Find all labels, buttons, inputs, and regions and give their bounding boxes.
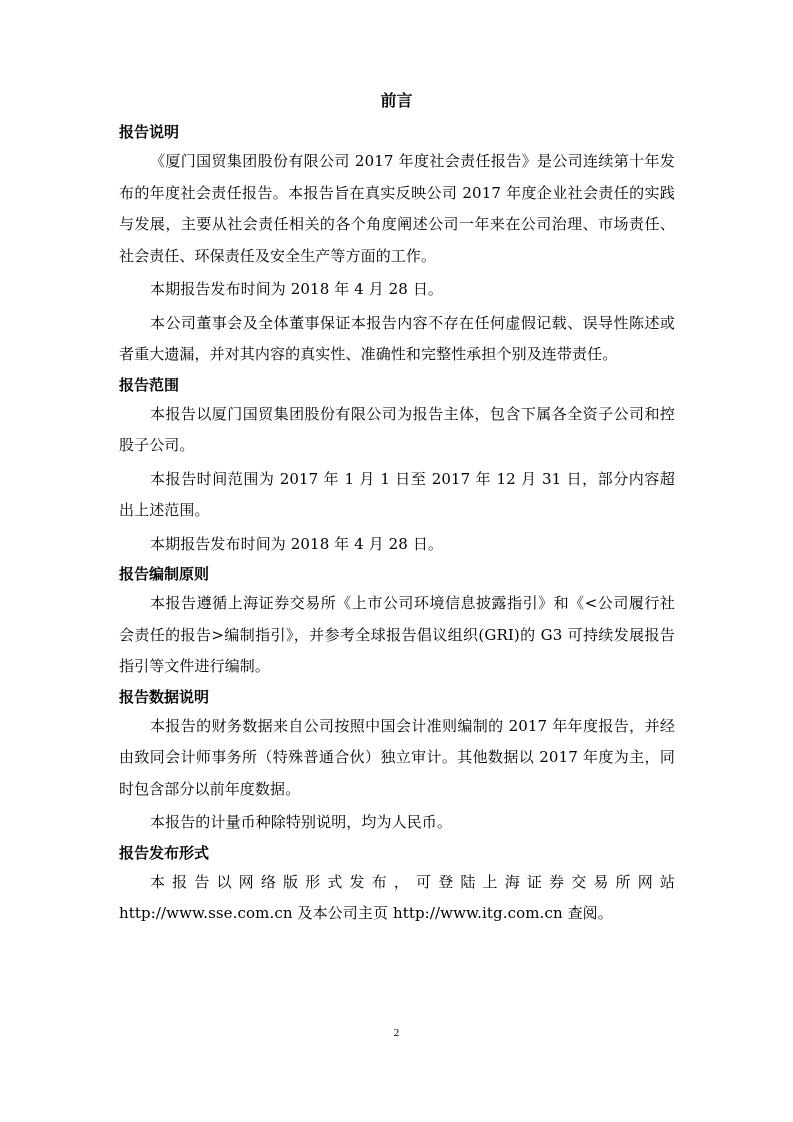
document-body: [119, 120, 675, 930]
paragraph: 《厦门国贸集团股份有限公司 2017 年度社会责任报告》是公司连续第十年发布的年度社会责任报告。本报告旨在真实反映公司 2017 年度企业社会责任的实践与发展，主要从社会责任相关的各个角度阐述公司一年来在公司治理、市场责任、社会责任、环保责任及安全生产等方面的工作。: [119, 152, 675, 265]
paragraph: 本报告时间范围为 2017 年 1 月 1 日至 2017 年 12 月 31 日，部分内容超出上述范围。: [119, 469, 675, 519]
section-report-description: [119, 120, 675, 371]
paragraph: 本报告以厦门国贸集团股份有限公司为报告主体，包含下属各全资子公司和控股子公司。: [119, 404, 675, 454]
paragraph: 本期报告发布时间为 2018 年 4 月 28 日。: [150, 280, 444, 298]
section-heading: 报告编制原则: [119, 565, 210, 583]
section-heading: 报告发布形式: [119, 843, 210, 862]
paragraph: 本报告以网络版形式发布，可登陆上海证券交易所网站 http://www.sse.com.cn 及本公司主页 http://www.itg.com.cn 查阅。: [119, 872, 675, 922]
section-heading: 报告范围: [119, 375, 180, 394]
paragraph: 本报告的计量币种除特别说明，均为人民币。: [150, 813, 453, 831]
section-report-scope: [119, 373, 675, 561]
paragraph: 本报告遵循上海证券交易所《上市公司环境信息披露指引》和《<公司履行社会责任的报告>编制指引》，并参考全球报告倡议组织(GRI)的 G3 可持续发展报告指引等文件进行编制。: [119, 594, 675, 675]
section-heading: 报告说明: [119, 123, 180, 141]
page-number: 2: [393, 1027, 400, 1039]
paragraph: 本公司董事会及全体董事保证本报告内容不存在任何虚假记载、误导性陈述或者重大遗漏，并对其内容的真实性、准确性和完整性承担个别及连带责任。: [119, 313, 675, 363]
section-data-description: [119, 685, 675, 839]
section-heading: 报告数据说明: [119, 687, 210, 706]
section-publication-format: [119, 841, 675, 930]
page-title: 前言: [380, 91, 413, 110]
section-compilation-principles: [119, 562, 675, 683]
paragraph: 本报告的财务数据来自公司按照中国会计准则编制的 2017 年年度报告，并经由致同会计师事务所（特殊普通合伙）独立审计。其他数据以 2017 年度为主，同时包含部分以前年度数据。: [119, 716, 675, 798]
paragraph: 本期报告发布时间为 2018 年 4 月 28 日。: [150, 534, 444, 553]
